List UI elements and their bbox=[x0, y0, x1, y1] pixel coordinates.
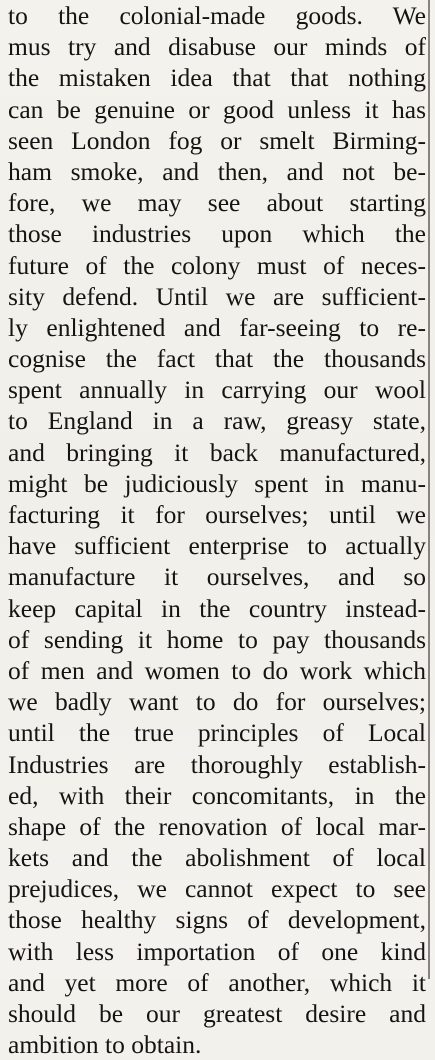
text-line: of men and women to do work which bbox=[8, 655, 426, 685]
text-line: kets and the abolishment of local bbox=[8, 843, 426, 873]
article-column bbox=[8, 0, 426, 1060]
text-line: those industries upon which the bbox=[8, 219, 426, 249]
text-line: and yet more of another, which it bbox=[8, 967, 426, 997]
text-line: of sending it home to pay thousands bbox=[8, 624, 426, 654]
text-line: shape of the renovation of local mar- bbox=[8, 811, 426, 841]
text-line: ambition to obtain. bbox=[8, 1030, 202, 1060]
column-rule bbox=[428, 0, 430, 979]
text-line: with less importation of one kind bbox=[8, 936, 426, 966]
text-line: the mistaken idea that that nothing bbox=[8, 63, 426, 93]
text-line: prejudices, we cannot expect to see bbox=[8, 874, 426, 904]
text-line: we badly want to do for ourselves; bbox=[8, 687, 426, 717]
text-line: might be judiciously spent in manu- bbox=[8, 468, 426, 498]
text-line: Industries are thoroughly establish- bbox=[8, 749, 426, 779]
text-line: seen London fog or smelt Birming- bbox=[8, 125, 426, 155]
text-line: fore, we may see about starting bbox=[8, 188, 426, 218]
text-line: mus try and disabuse our minds of bbox=[8, 32, 426, 62]
text-line: to the colonial-made goods. We bbox=[8, 1, 426, 30]
text-line: and bringing it back manufactured, bbox=[8, 437, 426, 467]
text-line: sity defend. Until we are sufficient- bbox=[8, 281, 426, 311]
text-line: until the true principles of Local bbox=[8, 718, 426, 748]
text-line: spent annually in carrying our wool bbox=[8, 375, 426, 405]
text-line: to England in a raw, greasy state, bbox=[8, 406, 426, 436]
text-line: have sufficient enterprise to actually bbox=[8, 531, 426, 561]
text-line: ly enlightened and far-seeing to re- bbox=[8, 312, 426, 342]
text-line: those healthy signs of development, bbox=[8, 905, 426, 935]
text-line: cognise the fact that the thousands bbox=[8, 344, 426, 374]
text-line: should be our greatest desire and bbox=[8, 999, 426, 1028]
text-line: future of the colony must of neces- bbox=[8, 250, 426, 280]
text-line: ham smoke, and then, and not be- bbox=[8, 156, 426, 186]
text-line: ed, with their concomitants, in the bbox=[8, 780, 426, 810]
text-line: manufacture it ourselves, and so bbox=[8, 562, 426, 592]
text-line: keep capital in the country instead- bbox=[8, 593, 426, 623]
text-line: can be genuine or good unless it has bbox=[8, 94, 426, 124]
text-line: facturing it for ourselves; until we bbox=[8, 500, 426, 529]
